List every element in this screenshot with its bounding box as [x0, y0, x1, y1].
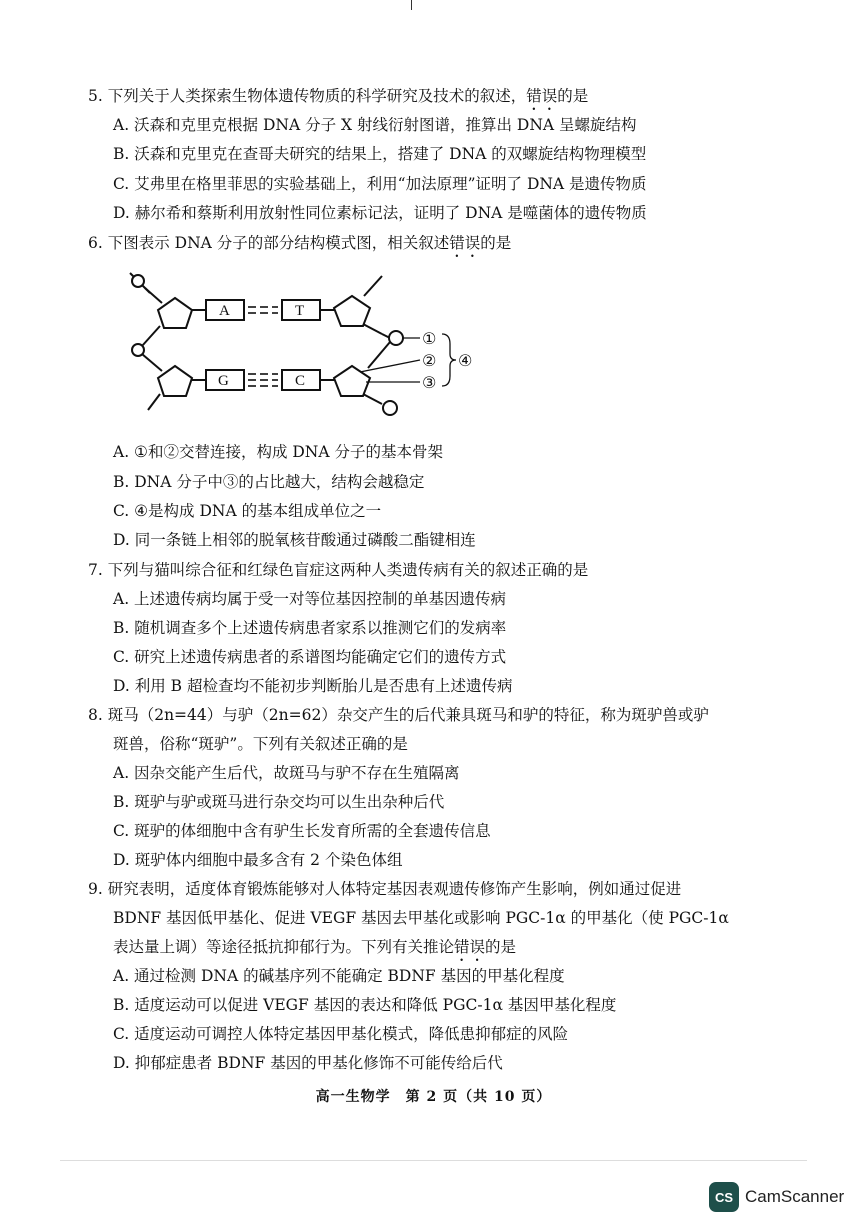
- page-edge-line: [60, 1160, 807, 1161]
- question-9-stem-line-1: 9. 研究表明，适度体育锻炼能够对人体特定基因表观遗传修饰产生影响，例如通过促进: [88, 880, 682, 898]
- base-g-label: G: [218, 373, 229, 389]
- phosphate-circle: [389, 331, 403, 345]
- base-t-label: T: [295, 303, 305, 319]
- label-2: ②: [422, 351, 437, 370]
- question-9-stem-line-3: 表达量上调）等途径抵抗抑郁行为。下列有关推论错误的是: [113, 938, 517, 956]
- question-8-stem-line-1: 8. 斑马（2n=44）与驴（2n=62）杂交产生的后代兼具斑马和驴的特征，称为斑驴兽或驴: [88, 706, 709, 724]
- question-5-option-a: A. 沃森和克里克根据 DNA 分子 X 射线衍射图谱，推算出 DNA 呈螺旋结构: [113, 116, 637, 134]
- deoxyribose-pentagon: [334, 296, 370, 326]
- question-5-stem: 5. 下列关于人类探索生物体遗传物质的科学研究及技术的叙述，错误的是: [88, 87, 589, 105]
- question-6-option-a: A. ①和②交替连接，构成 DNA 分子的基本骨架: [113, 443, 443, 461]
- question-5-option-b: B. 沃森和克里克在查哥夫研究的结果上，搭建了 DNA 的双螺旋结构物理模型: [113, 145, 647, 163]
- question-6-option-d: D. 同一条链上相邻的脱氧核苷酸通过磷酸二酯键相连: [113, 531, 476, 549]
- question-6-option-b: B. DNA 分子中③的占比越大，结构会越稳定: [113, 473, 425, 491]
- question-7-stem: 7. 下列与猫叫综合征和红绿色盲症这两种人类遗传病有关的叙述正确的是: [88, 561, 589, 579]
- question-8-option-b: B. 斑驴与驴或斑马进行杂交均可以生出杂种后代: [113, 793, 445, 811]
- camscanner-watermark: [709, 1182, 844, 1212]
- page-footer: 高一生物学 第 2 页（共 10 页）: [315, 1089, 552, 1105]
- question-5-option-d: D. 赫尔希和蔡斯利用放射性同位素标记法，证明了 DNA 是噬菌体的遗传物质: [113, 204, 647, 222]
- question-9-option-c: C. 适度运动可调控人体特定基因甲基化模式，降低患抑郁症的风险: [113, 1025, 569, 1043]
- question-7-option-c: C. 研究上述遗传病患者的系谱图均能确定它们的遗传方式: [113, 648, 507, 666]
- camscanner-label: CamScanner: [745, 1187, 845, 1206]
- deoxyribose-pentagon: [158, 366, 192, 396]
- question-5-option-c: C. 艾弗里在格里菲思的实验基础上，利用“加法原理”证明了 DNA 是遗传物质: [113, 175, 647, 193]
- question-8-stem-line-2: 斑兽，俗称“斑驴”。下列有关叙述正确的是: [113, 735, 408, 753]
- question-7-option-b: B. 随机调查多个上述遗传病患者家系以推测它们的发病率: [113, 619, 507, 637]
- question-6-stem: 6. 下图表示 DNA 分子的部分结构模式图，相关叙述错误的是: [88, 234, 512, 252]
- question-9-option-a: A. 通过检测 DNA 的碱基序列不能确定 BDNF 基因的甲基化程度: [113, 967, 565, 985]
- question-8-option-d: D. 斑驴体内细胞中最多含有 2 个染色体组: [113, 851, 403, 869]
- phosphate-circle: [383, 401, 397, 415]
- question-6-option-c: C. ④是构成 DNA 的基本组成单位之一: [113, 502, 382, 520]
- deoxyribose-pentagon: [158, 298, 192, 328]
- phosphate-circle: [132, 275, 144, 287]
- label-1: ①: [422, 329, 437, 348]
- question-7-option-a: A. 上述遗传病均属于受一对等位基因控制的单基因遗传病: [113, 590, 507, 608]
- question-8-option-a: A. 因杂交能产生后代，故斑马与驴不存在生殖隔离: [113, 764, 460, 782]
- question-7-option-d: D. 利用 B 超检查均不能初步判断胎儿是否患有上述遗传病: [113, 677, 513, 695]
- label-4: ④: [458, 351, 473, 370]
- scan-mark: [411, 0, 412, 10]
- dna-structure-diagram: [120, 268, 480, 423]
- question-9-option-b: B. 适度运动可以促进 VEGF 基因的表达和降低 PGC-1α 基因甲基化程度: [113, 996, 617, 1014]
- base-a-label: A: [219, 303, 230, 319]
- label-3: ③: [422, 373, 437, 392]
- camscanner-logo-icon: CS: [709, 1182, 739, 1212]
- question-9-stem-line-2: BDNF 基因低甲基化、促进 VEGF 基因去甲基化或影响 PGC-1α 的甲基化（使 PGC-1α: [113, 909, 729, 927]
- base-c-label: C: [295, 373, 306, 389]
- question-8-option-c: C. 斑驴的体细胞中含有驴生长发育所需的全套遗传信息: [113, 822, 491, 840]
- question-9-option-d: D. 抑郁症患者 BDNF 基因的甲基化修饰不可能传给后代: [113, 1054, 503, 1072]
